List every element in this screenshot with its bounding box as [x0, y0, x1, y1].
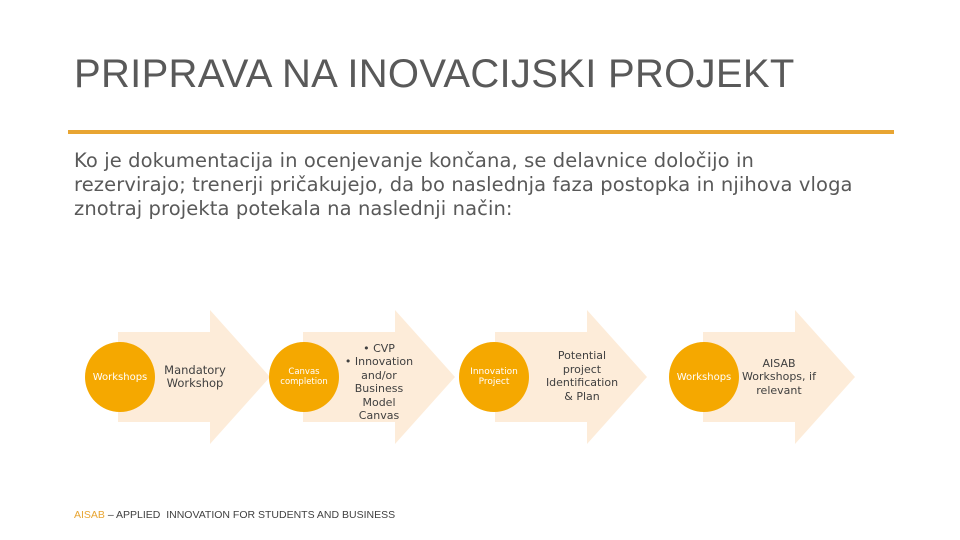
- step-3-arrow-text: [540, 346, 624, 406]
- footer-text: – APPLIED INNOVATION FOR STUDENTS AND BUSINESS: [104, 509, 396, 521]
- step-2-bullet-list: [345, 342, 413, 423]
- step-1-arrow-label: Mandatory Workshop: [164, 362, 226, 390]
- slide-title: PRIPRAVA NA INOVACIJSKI PROJEKT: [74, 52, 795, 96]
- step-2-circle-label: Canvas completion: [280, 367, 328, 387]
- step-3-circle-label: Innovation Project: [470, 367, 518, 387]
- step-3-arrow-label: Potential project Identification & Plan: [545, 349, 619, 403]
- step-4-circle-label: Workshops: [676, 371, 732, 383]
- step-2-bullet: Business: [354, 382, 404, 395]
- step-4-arrow-text: [738, 352, 820, 402]
- step-2-circle: [269, 342, 339, 412]
- footer-accent: AISAB: [74, 509, 105, 521]
- step-2-bullet: • Innovation: [344, 355, 414, 368]
- step-1-arrow-text: [158, 352, 232, 402]
- step-2-bullet: • CVP: [363, 341, 395, 355]
- step-4-circle: [669, 342, 739, 412]
- intro-paragraph: Ko je dokumentacija in ocenjevanje končana, se delavnice določijo in rezervirajo; trenerji pričakujejo, da bo naslednja faza postopka in njihova vloga znotraj projekta potekala na naslednji način:: [74, 149, 853, 220]
- step-2-bullet: and/or: [361, 368, 397, 382]
- step-3-circle: [459, 342, 529, 412]
- step-2-arrow-text: [336, 336, 422, 428]
- step-2-bullet: Model: [362, 395, 396, 409]
- footer: [74, 509, 395, 521]
- step-4-arrow-label: AISAB Workshops, if relevant: [742, 356, 816, 397]
- step-1-circle: [85, 342, 155, 412]
- step-2-bullet: Canvas: [358, 409, 400, 422]
- step-1-circle-label: Workshops: [92, 371, 148, 383]
